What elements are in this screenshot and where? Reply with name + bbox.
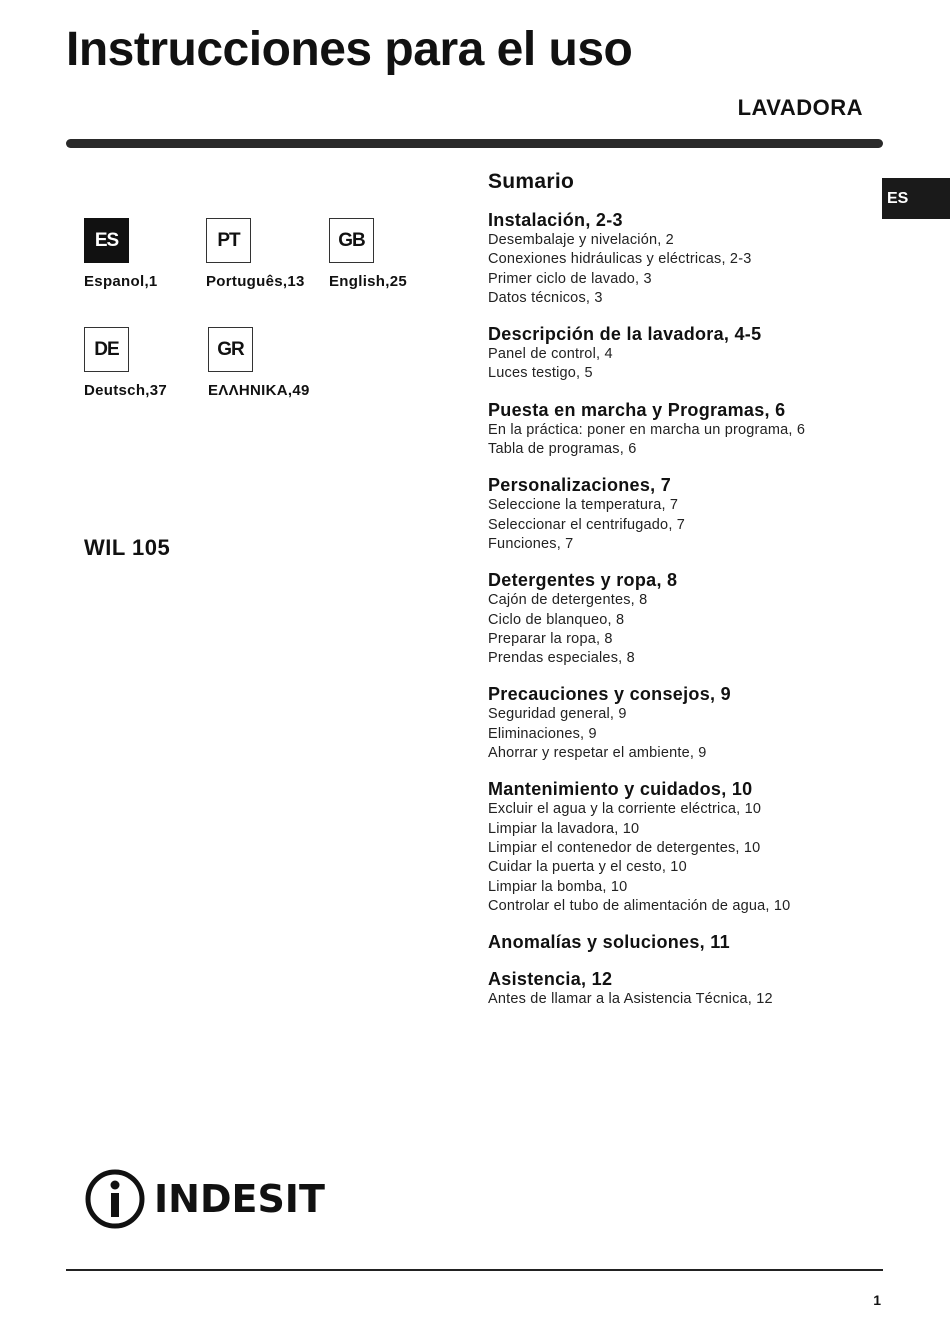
document-title: Instrucciones para el uso [66,23,633,76]
toc-title: Sumario [488,170,575,193]
toc-entry[interactable]: Funciones, 7 [488,535,574,552]
model-number: WIL 105 [84,535,171,560]
brand-wordmark: INDESIT [154,1177,325,1221]
language-label: English,25 [329,273,408,290]
toc-section [488,683,868,763]
toc-section [488,399,868,460]
toc-entry[interactable]: Controlar el tubo de alimentación de agua, 10 [488,897,791,914]
toc-entry[interactable]: Seguridad general, 9 [488,706,627,723]
language-side-tab: ES [882,178,950,219]
toc-section-title[interactable]: Descripción de la lavadora, 4-5 [488,324,762,345]
toc-section-title[interactable]: Instalación, 2-3 [488,210,623,230]
toc-section-title[interactable]: Asistencia, 12 [488,969,613,990]
toc-entry[interactable]: Prendas especiales, 8 [488,650,635,667]
toc-entry[interactable]: Seleccione la temperatura, 7 [488,497,679,514]
toc-entry[interactable]: Ahorrar y respetar el ambiente, 9 [488,745,707,762]
brand-logo [84,1168,325,1230]
language-label: Deutsch,37 [84,382,168,399]
toc-section [488,474,868,554]
table-of-contents [488,170,868,1024]
toc-entry[interactable]: Tabla de programas, 6 [488,441,637,458]
toc-section-title[interactable]: Anomalías y soluciones, 11 [488,932,730,953]
toc-entry[interactable]: Conexiones hidráulicas y eléctricas, 2-3 [488,251,752,268]
toc-entry[interactable]: Datos técnicos, 3 [488,289,603,306]
toc-section [488,931,868,953]
toc-section-title[interactable]: Precauciones y consejos, 9 [488,684,731,705]
toc-section [488,209,868,308]
toc-entry[interactable]: Preparar la ropa, 8 [488,630,613,647]
toc-section [488,778,868,916]
toc-section [488,569,868,668]
page-number: 1 [873,1292,881,1308]
toc-section [488,323,868,384]
toc-section [488,968,868,1009]
language-pt[interactable] [206,218,336,290]
language-gb[interactable] [329,218,459,290]
language-es[interactable] [84,218,214,290]
toc-entry[interactable]: Primer ciclo de lavado, 3 [488,270,652,287]
language-code-box: GB [329,218,374,263]
language-code-box: PT [206,218,251,263]
language-de[interactable] [84,327,214,399]
indesit-i-logo-icon [84,1168,146,1230]
toc-entry[interactable]: Desembalaje y nivelación, 2 [488,232,674,248]
toc-entry[interactable]: Cajón de detergentes, 8 [488,592,648,609]
toc-entry[interactable]: Limpiar el contenedor de detergentes, 10 [488,839,761,856]
top-divider [66,139,883,148]
language-code-box: ES [84,218,129,263]
toc-entry[interactable]: Limpiar la lavadora, 10 [488,820,640,837]
language-code-box: GR [208,327,253,372]
toc-entry[interactable]: Antes de llamar a la Asistencia Técnica, 12 [488,991,773,1008]
language-label: Português,13 [206,273,305,290]
bottom-divider [66,1269,883,1271]
toc-sections [488,209,868,1009]
document-subtitle: LAVADORA [737,95,863,120]
toc-entry[interactable]: Cuidar la puerta y el cesto, 10 [488,859,687,876]
language-label: ΕΛΛΗΝΙΚΑ,49 [208,382,310,399]
toc-section-title[interactable]: Puesta en marcha y Programas, 6 [488,399,786,420]
toc-entry[interactable]: Seleccionar el centrifugado, 7 [488,516,686,533]
toc-entry[interactable]: Excluir el agua y la corriente eléctrica, 10 [488,801,762,818]
toc-section-title[interactable]: Personalizaciones, 7 [488,475,672,496]
toc-section-title[interactable]: Detergentes y ropa, 8 [488,570,678,591]
toc-entry[interactable]: Limpiar la bomba, 10 [488,878,628,895]
toc-entry[interactable]: Ciclo de blanqueo, 8 [488,611,625,628]
toc-entry[interactable]: Luces testigo, 5 [488,365,593,382]
toc-entry[interactable]: En la práctica: poner en marcha un programa, 6 [488,421,806,438]
toc-section-title[interactable]: Mantenimiento y cuidados, 10 [488,779,753,800]
language-label: Espanol,1 [84,273,158,290]
language-code-box: DE [84,327,129,372]
toc-entry[interactable]: Eliminaciones, 9 [488,725,597,742]
language-gr[interactable] [208,327,338,399]
toc-entry[interactable]: Panel de control, 4 [488,346,613,363]
